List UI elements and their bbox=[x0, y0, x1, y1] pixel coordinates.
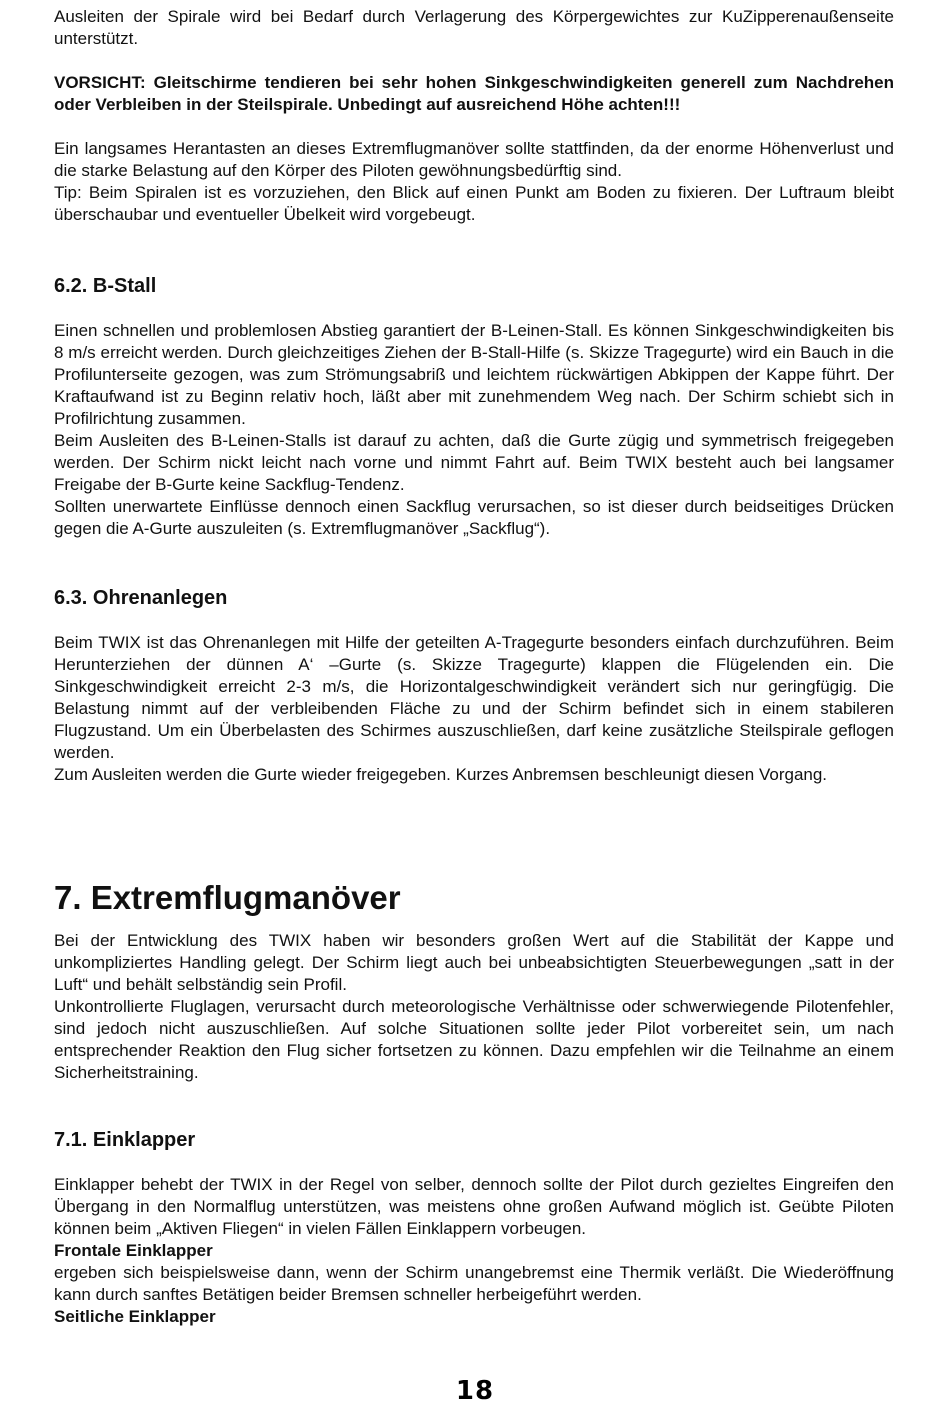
subheading-seitliche-einklapper: Seitliche Einklapper bbox=[54, 1307, 216, 1326]
paragraph-tip: Tip: Beim Spiralen ist es vorzuziehen, den Blick auf einen Punkt am Boden zu fixieren. Der Luftraum bleibt überschaubar und eventueller Übelkeit wird vorgebeugt. bbox=[54, 183, 894, 224]
paragraph-ohrenanlegen-1: Beim TWIX ist das Ohrenanlegen mit Hilfe der geteilten A-Tragegurte besonders einfach durchzuführen. Beim Herunterziehen der dünnen A‘ –Gurte (s. Skizze Tragegurte) klappen die Flügelenden ein. Die Sinkgeschwindigkeit erreicht 2-3 m/s, die Horizontalgeschwindigkeit verändert sich nur geringfügig. Die Belastung nimmt auf der verbleibenden Fläche zu und der Schirm befindet sich in einem stabileren Flugzustand. Um ein Überbelasten des Schirmes auszuschließen, darf keine zusätzliche Steilspirale geflogen werden. bbox=[54, 633, 894, 762]
paragraph-extreme-2: Unkontrollierte Fluglagen, verursacht durch meteorologische Verhältnisse oder schwerwiegende Pilotenfehler, sind jedoch nicht auszuschließen. Auf solche Situationen sollte jeder Pilot vorbereitet sein, um nach entsprechender Reaktion den Flug sicher fortsetzen zu können. Dazu empfehlen wir die Teilnahme an einem Sicherheitstraining. bbox=[54, 997, 894, 1082]
paragraph-b-stall-1: Einen schnellen und problemlosen Abstieg garantiert der B-Leinen-Stall. Es können Sinkgeschwindigkeiten bis 8 m/s erreicht werden. Durch gleichzeitiges Ziehen der B-Stall-Hilfe (s. Skizze Tragegurte) wird ein Bauch in die Profilunterseite gezogen, was zum Strömungsabriß und leichtem rückwärtigen Abkippen der Kappe führt. Der Kraftaufwand ist zu Beginn relativ hoch, läßt aber mit zunehmendem Weg nach. Der Schirm schiebt sich in Profilrichtung zusammen. bbox=[54, 321, 894, 428]
paragraph-b-stall-2: Beim Ausleiten des B-Leinen-Stalls ist darauf zu achten, daß die Gurte zügig und symmetrisch freigegeben werden. Der Schirm nickt leicht nach vorne und nimmt Fahrt auf. Beim TWIX besteht auch bei langsamer Freigabe der B-Gurte keine Sackflug-Tendenz. bbox=[54, 431, 894, 494]
paragraph-ohrenanlegen-2: Zum Ausleiten werden die Gurte wieder freigegeben. Kurzes Anbremsen beschleunigt diesen Vorgang. bbox=[54, 765, 828, 784]
paragraph-einklapper-1: Einklapper behebt der TWIX in der Regel von selber, dennoch sollte der Pilot durch gezieltes Eingreifen den Übergang in den Normalflug unterstützen, was meistens ohne großen Aufwand möglich ist. Geübte Piloten können beim „Aktiven Fliegen“ in vielen Fällen Einklappern vorbeugen. bbox=[54, 1175, 894, 1238]
heading-ohrenanlegen: 6.3. Ohrenanlegen bbox=[54, 587, 228, 609]
paragraph-extreme-1: Bei der Entwicklung des TWIX haben wir besonders großen Wert auf die Stabilität der Kappe und unkompliziertes Handling gelegt. Der Schirm liegt auch bei unbeabsichtigten Steuerbewegungen „satt in der Luft“ und behält selbständig sein Profil. bbox=[54, 931, 894, 994]
paragraph-frontale-einklapper: ergeben sich beispielsweise dann, wenn der Schirm unangebremst eine Thermik verläßt. Die Wiederöffnung kann durch sanftes Betätigen beider Bremsen schneller herbeigeführt werden. bbox=[54, 1263, 894, 1304]
heading-einklapper: 7.1. Einklapper bbox=[54, 1129, 196, 1151]
paragraph-b-stall-3: Sollten unerwartete Einflüsse dennoch einen Sackflug verursachen, so ist dieser durch beidseitiges Drücken gegen die A-Gurte auszuleiten (s. Extremflugmanöver „Sackflug“). bbox=[54, 497, 894, 538]
heading-b-stall: 6.2. B-Stall bbox=[54, 275, 157, 297]
paragraph-approach: Ein langsames Herantasten an dieses Extremflugmanöver sollte stattfinden, da der enorme Höhenverlust und die starke Belastung auf den Körper des Piloten gewöhnungsbedürftig sind. bbox=[54, 139, 894, 180]
heading-extremflugmanoever: 7. Extremflugmanöver bbox=[54, 879, 401, 916]
warning-paragraph: VORSICHT: Gleitschirme tendieren bei sehr hohen Sinkgeschwindigkeiten generell zum Nachdrehen oder Verbleiben in der Steilspirale. Unbedingt auf ausreichend Höhe achten!!! bbox=[54, 73, 894, 114]
document-page bbox=[54, 6, 894, 1328]
page-number: 18 bbox=[455, 1376, 495, 1406]
paragraph-spiral-exit: Ausleiten der Spirale wird bei Bedarf durch Verlagerung des Körpergewichtes zur KuZipperenaußenseite unterstützt. bbox=[54, 7, 894, 48]
subheading-frontale-einklapper: Frontale Einklapper bbox=[54, 1241, 213, 1260]
